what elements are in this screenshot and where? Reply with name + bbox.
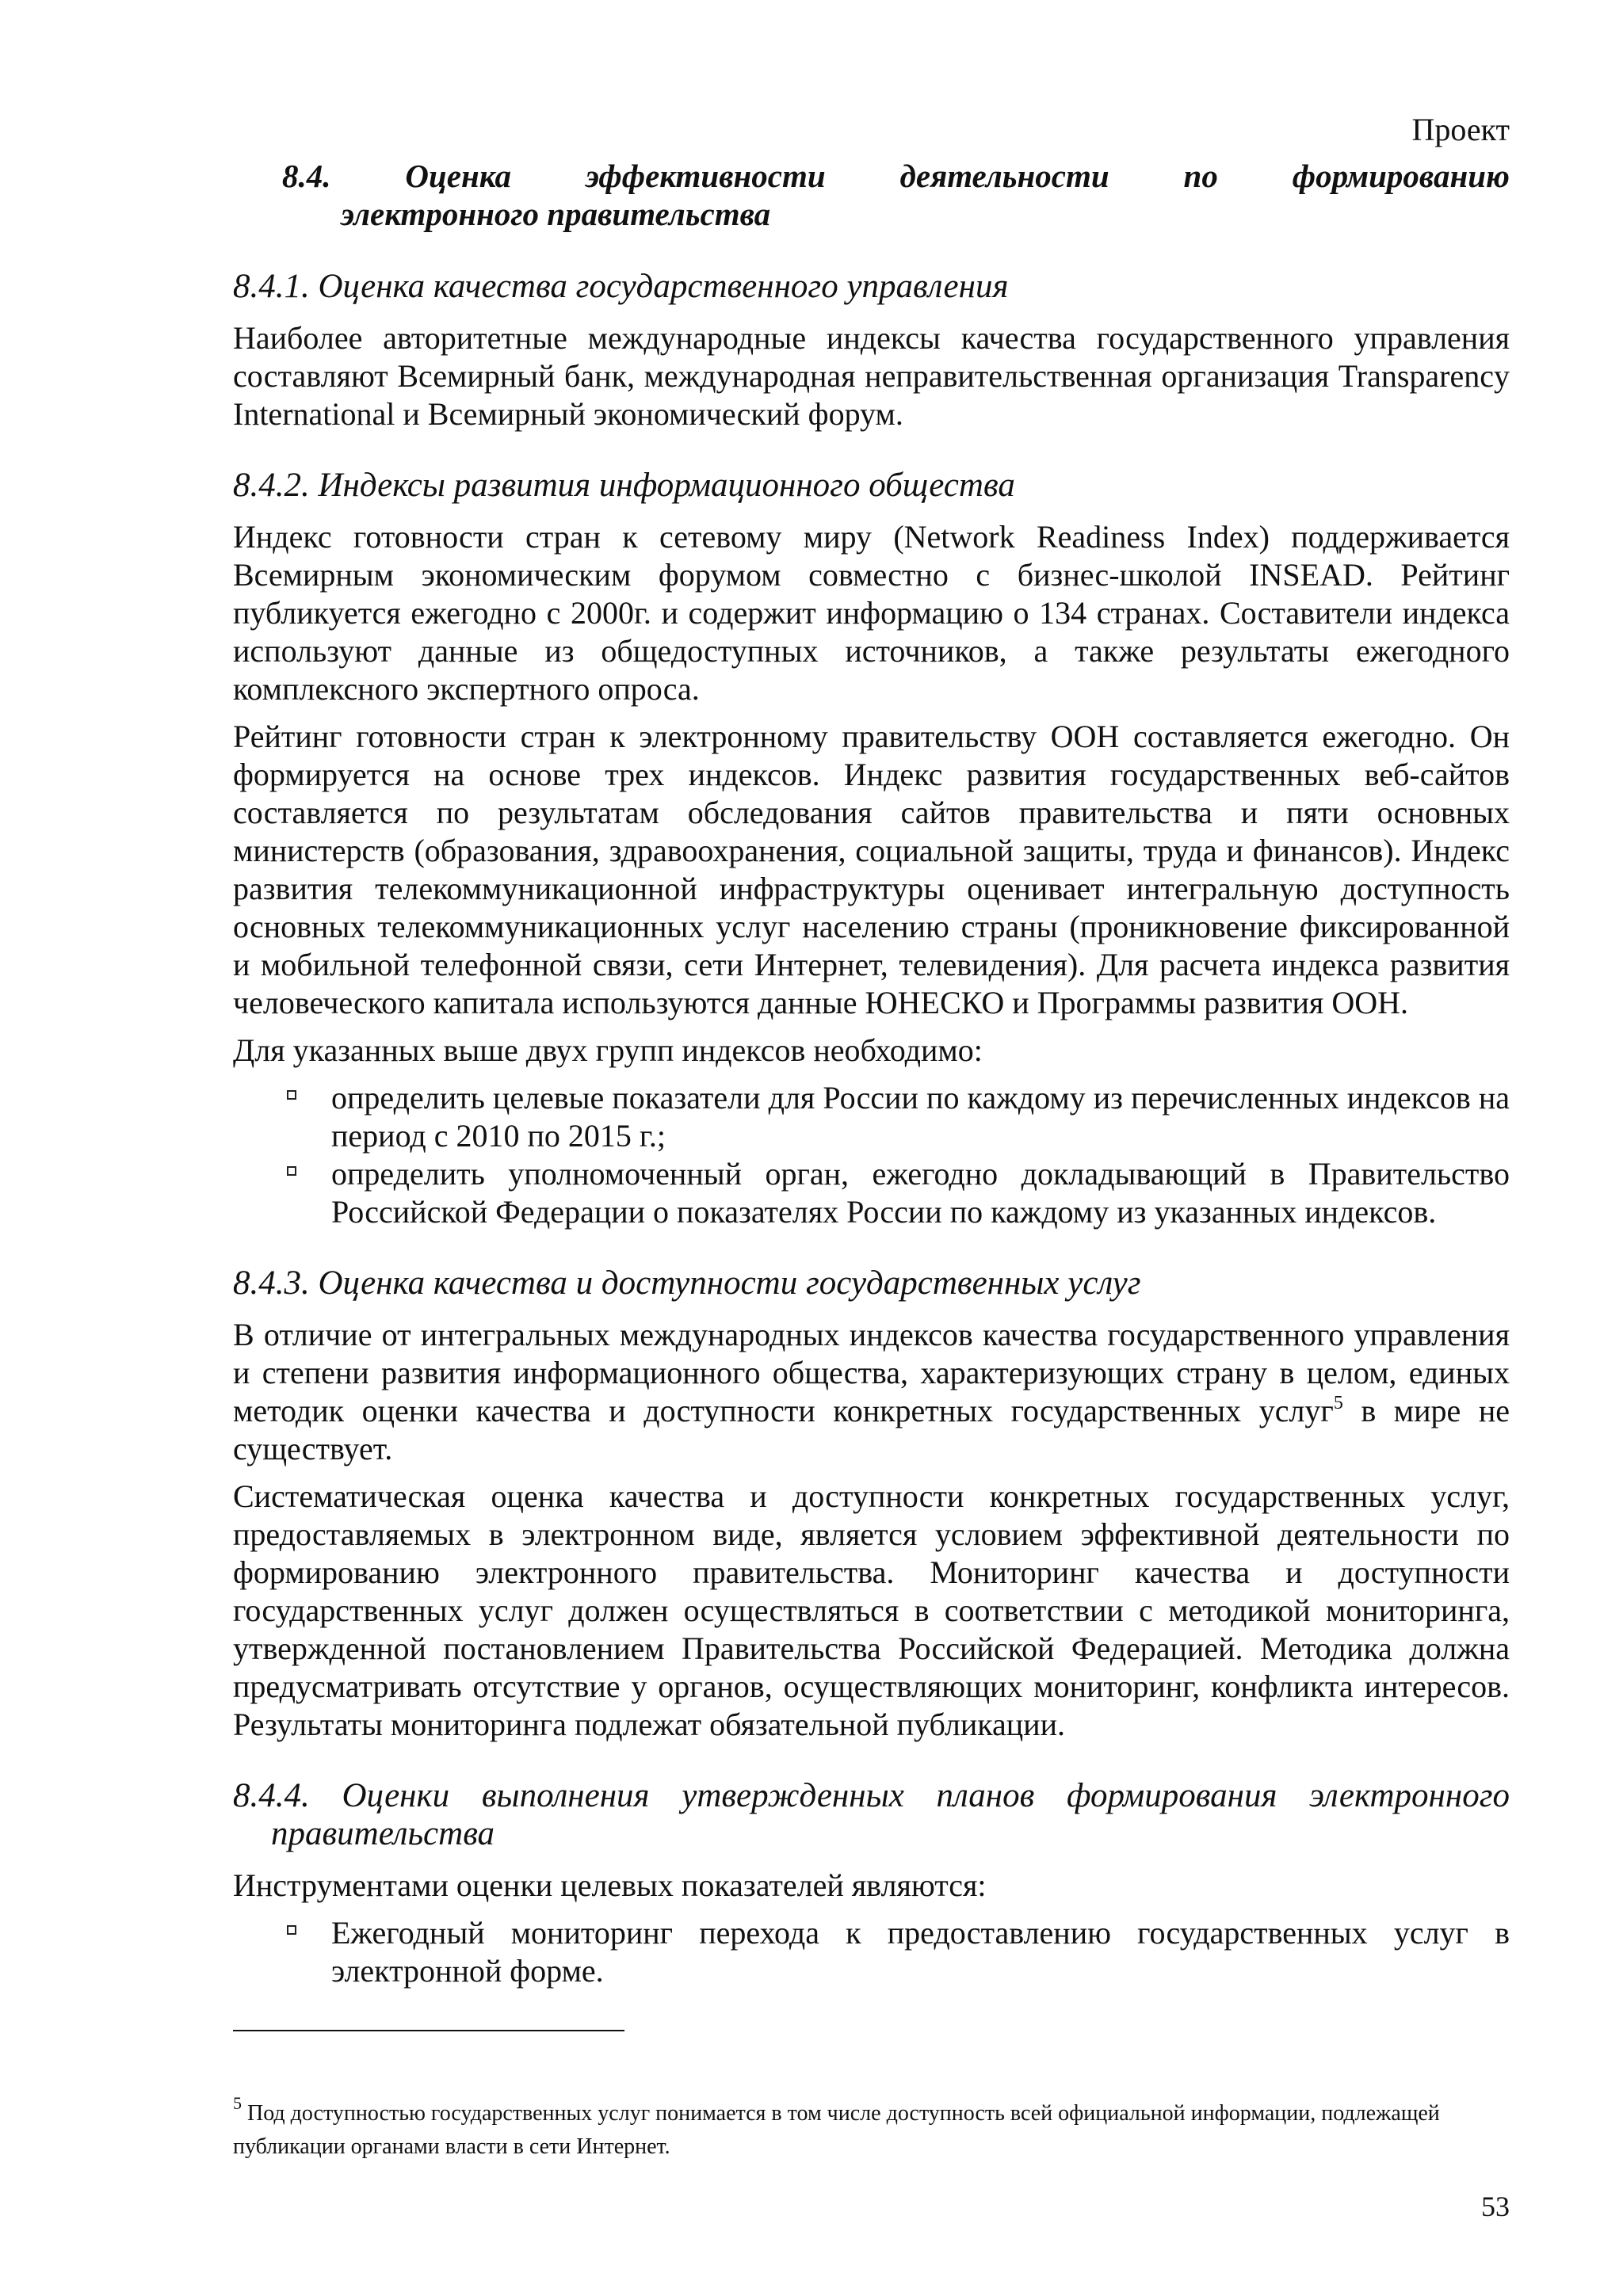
footnote	[233, 2093, 1510, 2164]
section-title-word: деятельности	[899, 158, 1109, 194]
section-number: 8.4.	[282, 158, 331, 194]
section-title-line-1	[233, 157, 1510, 195]
paragraph-text: в мире не существует.	[233, 1393, 1510, 1466]
footnote-mark: 5	[233, 2093, 242, 2113]
section-title-word: эффективности	[585, 158, 826, 194]
footnote-reference[interactable]: 5	[1333, 1393, 1343, 1413]
header-project-label: Проект	[1411, 112, 1510, 147]
section-title-line-2: электронного правительства	[341, 196, 771, 232]
paragraph: Для указанных выше двух групп индексов необходимо:	[233, 1032, 983, 1068]
section-title-word: формированию	[1292, 158, 1510, 194]
bullet-list	[233, 1079, 1510, 1231]
paragraph: Систематическая оценка качества и доступности конкретных государственных услуг, предоставляемых в электронном виде, является условием эффективной деятельности по формированию электронного правительства. Мониторинг качества и доступности государственных услуг должен осуществляться в соответствии с методикой мониторинга, утвержденной постановлением Правительства Российской Федерацией. Методика должна предусматривать отсутствие у органов, осуществляющих мониторинг, конфликта интересов. Результаты мониторинга подлежат обязательной публикации.	[233, 1478, 1510, 1742]
bullet-list	[233, 1914, 1510, 1990]
list-item-text: определить целевые показатели для России по каждому из перечисленных индексов на период с 2010 по 2015 г.;	[331, 1080, 1510, 1154]
subsection-heading-8-4-4: 8.4.4. Оценки выполнения утвержденных планов формирования электронного правительства	[233, 1777, 1510, 1852]
paragraph: Инструментами оценки целевых показателей являются:	[233, 1867, 987, 1903]
list-item	[233, 1079, 1510, 1155]
list-item-text: определить уполномоченный орган, ежегодно докладывающий в Правительство Российской Федерации о показателях России по каждому из указанных индексов.	[331, 1156, 1510, 1230]
section-title-word: Оценка	[405, 158, 512, 194]
footnote-separator	[233, 2030, 624, 2031]
page-content	[233, 157, 1510, 2023]
section-title-word: по	[1183, 158, 1218, 194]
subsection-heading-8-4-1: 8.4.1. Оценка качества государственного управления	[233, 268, 1009, 305]
paragraph	[233, 1316, 1510, 1468]
section-title	[233, 157, 1510, 233]
subsection-heading-8-4-2: 8.4.2. Индексы развития информационного общества	[233, 467, 1015, 504]
list-item-text: Ежегодный мониторинг перехода к предоставлению государственных услуг в электронной форме.	[331, 1915, 1510, 1989]
paragraph: Рейтинг готовности стран к электронному правительству ООН составляется ежегодно. Он формируется на основе трех индексов. Индекс развития государственных веб-сайтов составляется по результатам обследования сайтов правительства и пяти основных министерств (образования, здравоохранения, социальной защиты, труда и финансов). Индекс развития телекоммуникационной инфраструктуры оценивает интегральную доступность основных телекоммуникационных услуг населению страны (проникновение фиксированной и мобильной телефонной связи, сети Интернет, телевидения). Для расчета индекса развития человеческого капитала используются данные ЮНЕСКО и Программы развития ООН.	[233, 719, 1510, 1020]
page-number: 53	[1481, 2191, 1510, 2222]
list-item	[233, 1914, 1510, 1990]
square-bullet-icon	[287, 1925, 296, 1935]
subsection-heading-8-4-3: 8.4.3. Оценка качества и доступности государственных услуг	[233, 1264, 1141, 1302]
square-bullet-icon	[287, 1166, 296, 1176]
square-bullet-icon	[287, 1090, 296, 1100]
list-item	[233, 1155, 1510, 1231]
paragraph: Наиболее авторитетные международные индексы качества государственного управления составляют Всемирный банк, международная неправительственная организация Transparency International и Всемирный экономический форум.	[233, 320, 1510, 432]
footnote-text: Под доступностью государственных услуг понимается в том числе доступность всей официальной информации, подлежащей публикации органами власти в сети Интернет.	[233, 2101, 1440, 2159]
paragraph-text: В отличие от интегральных международных индексов качества государственного управления и степени развития информационного общества, характеризующих страну в целом, единых методик оценки качества и доступности конкретных государственных услуг	[233, 1317, 1510, 1428]
paragraph: Индекс готовности стран к сетевому миру (Network Readiness Index) поддерживается Всемирным экономическим форумом совместно с бизнес-школой INSEAD. Рейтинг публикуется ежегодно с 2000г. и содержит информацию о 134 странах. Составители индекса используют данные из общедоступных источников, а также результаты ежегодного комплексного экспертного опроса.	[233, 519, 1510, 707]
